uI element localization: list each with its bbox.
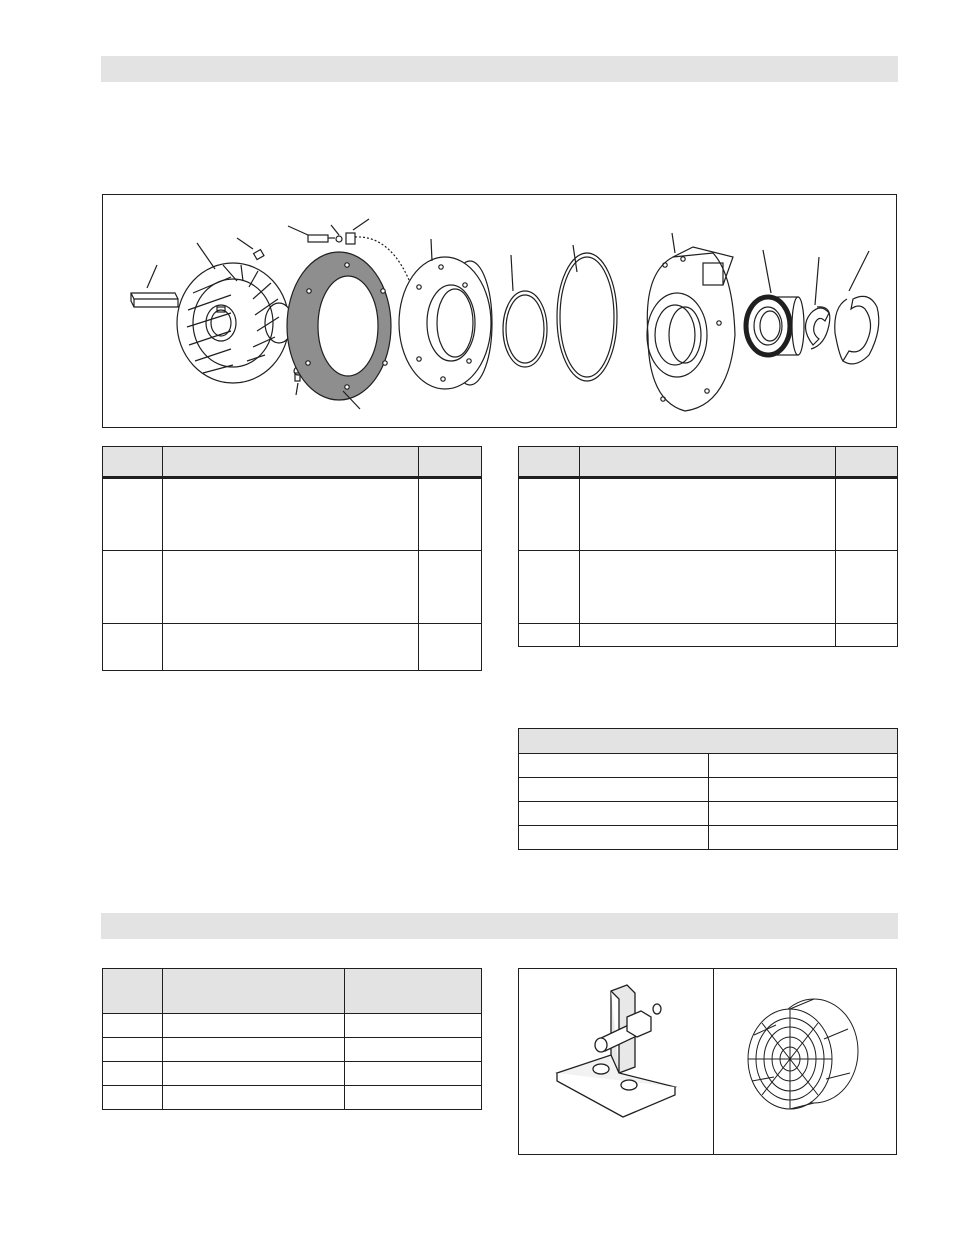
header-item-cell (519, 447, 580, 478)
table-cell (580, 478, 836, 551)
gasket-icon (287, 252, 391, 409)
table-cell (519, 478, 580, 551)
table-cell (836, 624, 898, 647)
table-cell (519, 754, 709, 778)
pulley-guard-illustration (713, 968, 897, 1155)
table-cell (163, 1086, 345, 1110)
specification-table (518, 728, 898, 850)
exploded-parts-diagram (102, 194, 897, 428)
table-cell (103, 1062, 163, 1086)
shaft-key-icon (131, 265, 178, 307)
table-cell (519, 802, 709, 826)
exploded-view-drawing (103, 195, 898, 429)
table-cell (345, 1038, 482, 1062)
parts-list-table-right (518, 446, 898, 647)
table-cell (103, 1014, 163, 1038)
table-cell (580, 551, 836, 624)
table-cell (103, 551, 163, 624)
o-ring-icon (503, 255, 547, 367)
table-cell (836, 478, 898, 551)
section-header-band-2 (101, 913, 898, 939)
header-description-cell (163, 447, 419, 478)
parts-list-table-left (102, 446, 482, 671)
table-cell (163, 1014, 345, 1038)
mounting-bracket-icon (519, 969, 716, 1156)
impeller-icon (177, 238, 302, 395)
table-cell (345, 1014, 482, 1038)
header-qty-cell (419, 447, 482, 478)
table-cell (163, 478, 419, 551)
table-cell (519, 778, 709, 802)
accessory-table (102, 968, 482, 1110)
seal-plate-icon (399, 239, 492, 389)
large-retaining-ring-icon (835, 251, 879, 364)
table-cell (709, 802, 898, 826)
table-cell (419, 478, 482, 551)
table-cell (163, 1038, 345, 1062)
spec-table-header (519, 729, 898, 754)
header-description-cell (580, 447, 836, 478)
table-cell (709, 778, 898, 802)
table-cell (163, 624, 419, 671)
table-cell (419, 551, 482, 624)
mounting-bracket-illustration (518, 968, 715, 1155)
table-cell (163, 1062, 345, 1086)
table-cell (836, 551, 898, 624)
header-qty-cell (836, 447, 898, 478)
table-cell (103, 1038, 163, 1062)
large-o-ring-icon (557, 245, 617, 381)
table-cell (580, 624, 836, 647)
table-cell (103, 478, 163, 551)
section-header-band-1 (101, 56, 898, 82)
table-cell (419, 624, 482, 671)
table-cell (345, 1062, 482, 1086)
retaining-ring-icon (805, 257, 829, 349)
header-description-cell (163, 969, 345, 1014)
header-part-number-cell (345, 969, 482, 1014)
header-item-cell (103, 447, 163, 478)
bearing-housing-icon (647, 233, 735, 411)
table-cell (103, 1086, 163, 1110)
table-cell (519, 624, 580, 647)
pulley-guard-icon (714, 969, 898, 1156)
table-cell (163, 551, 419, 624)
table-cell (345, 1086, 482, 1110)
table-cell (103, 624, 163, 671)
table-cell (709, 754, 898, 778)
table-cell (709, 826, 898, 850)
table-cell (519, 551, 580, 624)
table-cell (519, 826, 709, 850)
ball-bearing-icon (746, 250, 804, 355)
header-item-cell (103, 969, 163, 1014)
